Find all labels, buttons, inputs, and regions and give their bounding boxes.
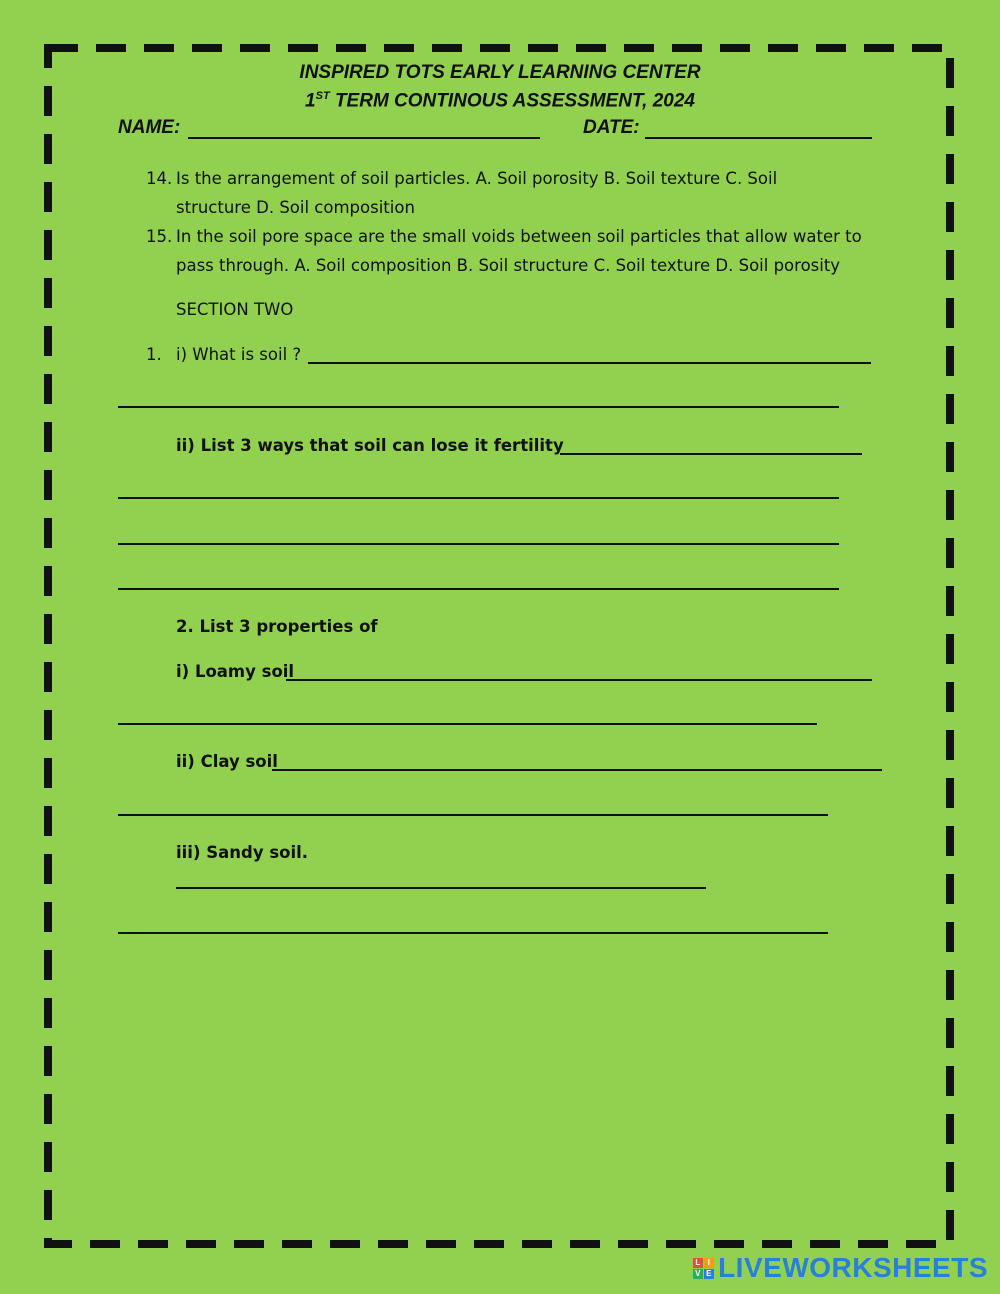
answer-line[interactable] (308, 362, 871, 364)
answer-line[interactable] (286, 679, 872, 681)
question-15-text-line1: In the soil pore space are the small voids between soil particles that allow water to (176, 227, 862, 246)
question-1-i-text: i) What is soil ? (176, 345, 302, 364)
answer-line[interactable] (118, 723, 817, 725)
question-2-iii-text: iii) Sandy soil. (176, 843, 309, 862)
question-15-number: 15. (146, 227, 173, 246)
section-two-heading: SECTION TWO (176, 300, 294, 319)
question-2-ii-text: ii) Clay soil (176, 752, 278, 771)
question-15-text-line2: pass through. A. Soil composition B. Soil structure C. Soil texture D. Soil porosity (176, 256, 841, 275)
name-label: NAME: (118, 117, 181, 138)
question-14-text-line2: structure D. Soil composition (176, 198, 415, 217)
watermark-text: LIVEWORKSHEETS (718, 1252, 988, 1283)
answer-line[interactable] (118, 932, 828, 934)
answer-line[interactable] (272, 769, 882, 771)
answer-line[interactable] (118, 814, 828, 816)
assessment-title: 1ST TERM CONTINOUS ASSESSMENT, 2024 (305, 90, 695, 112)
question-2-text: 2. List 3 properties of (176, 617, 378, 636)
name-field[interactable] (188, 137, 540, 139)
answer-line[interactable] (118, 588, 839, 590)
school-title: INSPIRED TOTS EARLY LEARNING CENTER (299, 62, 701, 83)
liveworksheets-logo-icon: L I V E (693, 1258, 714, 1279)
date-field[interactable] (645, 137, 872, 139)
answer-line[interactable] (176, 887, 706, 889)
answer-line[interactable] (118, 406, 839, 408)
question-14-text-line1: Is the arrangement of soil particles. A. Soil porosity B. Soil texture C. Soil (176, 169, 778, 188)
question-1-ii-text: ii) List 3 ways that soil can lose it fertility (176, 436, 564, 455)
answer-line[interactable] (118, 497, 839, 499)
liveworksheets-watermark (693, 1252, 988, 1284)
answer-line[interactable] (560, 453, 862, 455)
date-label: DATE: (583, 117, 640, 138)
answer-line[interactable] (118, 543, 839, 545)
question-14-number: 14. (146, 169, 173, 188)
question-2-i-text: i) Loamy soil (176, 662, 295, 681)
question-1-number: 1. (146, 345, 162, 364)
